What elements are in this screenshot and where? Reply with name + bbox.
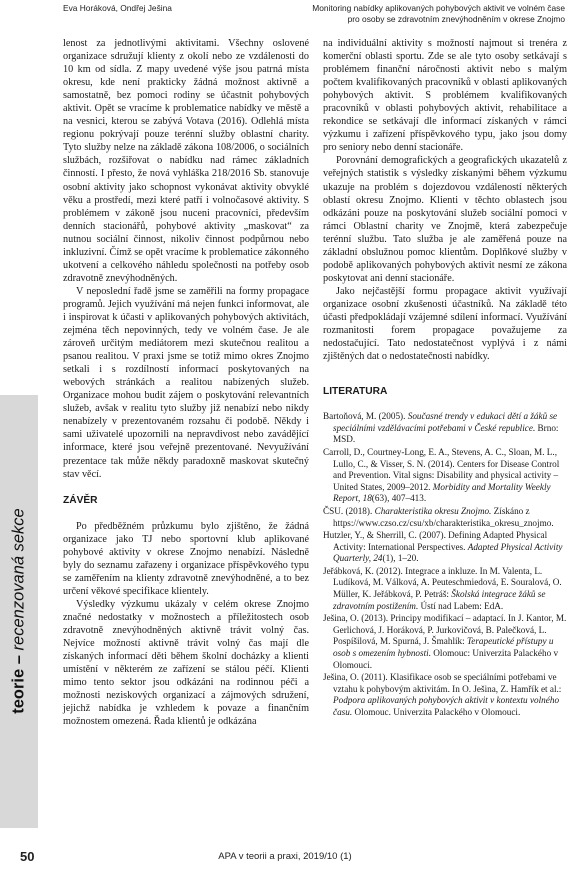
reference-text: Bartoňová, M. (2005). [323,411,408,422]
reference-text: ČSU. (2018). [323,505,375,516]
left-paragraph-3: Po předběžném průzkumu bylo zjištěno, že žádná organizace jako TJ nebo sportovní klub aplikované pohybové aktivity v okrese Znojmo nenabízí. Následně byly do seznamu zařazeny i organizace příspěvkového typu se zaměřením na klienty zdravotně znevýhodněné, a to bez určení věkové specifikace klientely. [63,520,309,597]
right-paragraph-3: Jako nejčastější formu propagace aktivit využívají organizace osobní zkušenosti účastníků. Na základě této účasti předpokládají vzájemné sdílení informací. Využívání rozmanitosti forem propagace považujeme za nedostačující. Tato nedostatečnost vyplývá i z námi zjištěných dat o nedostatečnosti nabídky. [323,285,567,363]
reference-text: Získáno z https://www.czso.cz/csu/xb/charakteristika_okresu_znojmo. [333,505,554,528]
section-sidebar-label [10,508,29,713]
left-paragraph-1: lenost za jednotlivými aktivitami. Všechny oslovené organizace sdružují klienty z okolí nebo ze vzdálenosti do 10 km od sídla. Z mapy uvedené výše jsou patrná místa okresu, kde není prakticky žádná možnost aktivně a samostatně, bez pomoci rodiny se účastnit pohybových aktivit. Opět se vracíme k problematice nabídky ve městě a na vesnici, kterou se zabývá Votava (2016). Odlehlá místa regionu pokrývají pouze terénní služby oblastní charity. Tyto služby nelze na základě zákona 108/2006, o sociálních službách, rozšiřovat o nabídku nad rámec základních činností. I přesto, že nová vyhláška 218/2016 Sb. stanovuje osobní aktivity jako schopnost vykonávat aktivity obvyklé věku a prostředí, mezi které patří i volnočasové aktivity. S problémem v zákoně jsou nuceni pracovníci, především denních stacionářů, pohybové aktivity „maskovat“ za nutnou sociální činnost, nikoliv činnost podpůrnou nebo inkluzivní. Čímž se opět vracíme k problematice zákonného ukotvení a celkového náhledu společnosti na potřeby osob zdravotně znevýhodněných. [63,38,309,284]
reference-title: Adapted Physical Activity Quarterly, 24 [333,541,563,564]
reference-text: (63), 407–413. [371,493,427,504]
sidebar-word-teorie: teorie [9,668,28,714]
reference-text: Carroll, D., Courtney-Long, E. A., Stevens, A. C., Sloan, M. L., Lullo, C., & Visser, S. N. (2014). Centers for Disease Control and Prevention. Vital signs: Disability and physical activity – United States, 2009–2012. [323,446,560,492]
reference-text: Ješina, O. (2011). Klasifikace osob se speciálními potřebami ve vztahu k pohybovým aktivitám. In O. Ješina, Z. Hamřík et al.: [323,672,562,694]
running-header-title-line1: Monitoring nabídky aplikovaných pohybových aktivit ve volném čase [312,3,565,13]
reference-list [323,411,567,718]
running-header-authors: Eva Horáková, Ondřej Ješina [63,3,172,13]
heading-zaver: ZÁVĚR [63,494,98,506]
heading-literatura: LITERATURA [323,386,388,398]
reference-item [323,530,567,565]
reference-title: Terapeutické přístupy u osob s omezením hybnosti. [333,636,554,659]
reference-item [323,411,567,446]
running-header-title [312,3,565,24]
page-number: 50 [20,849,35,864]
reference-item [323,506,567,529]
left-paragraph-2: V neposlední řadě jsme se zaměřili na formy propagace programů. Jejich využívání má nejen funkci informovat, ale i inspirovat k účasti v aplikovaných pohybových aktivitách, zejména těch nepovinných, tedy ve volném čase. Je ale zároveň určitým mediátorem mezi skutečnou realitou a psanou realitou. V praxi jsme se totiž mimo okres Znojmo setkali i s rozdílností informací poskytovaných na webových stránkách a realitou nabízených služeb. Organizace mohou budit zájem o poskytování relevantních služeb, avšak v realitu tyto služby již nenabízí nebo nikdy nenabízely v prezentovaném rozsahu či podobě. Někdy i sami uživatelé upozornili na nepravdivost nebo zavádějící informace, které jsou veřejně prezentované. Nevyužívání prezentace tak může někdy paradoxně maskovat skutečný stav věcí. [63,285,309,480]
sidebar-dash: – [9,650,28,669]
right-column [323,37,567,720]
reference-text: Ješina, O. (2013). Principy modifikací – adaptací. In J. Kantor, M. Gerlichová, J. Horáková, P. Jurkovičová, B. Palečková, L. Pospíšilová, M. Spurná, J. Šmahlík: [323,613,567,647]
reference-item [323,613,567,671]
reference-text: Olomouc. Univerzita Palackého v Olomouci. [352,707,521,718]
reference-item [323,672,567,718]
reference-title: Charakteristika okresu Znojmo. [374,505,492,516]
reference-item [323,447,567,505]
reference-text: Brno: MSD. [333,422,559,445]
sidebar-word-recenzovana: recenzovaná sekce [9,508,28,651]
reference-item [323,566,567,612]
reference-text: Jeřábková, K. (2012). Integrace a inkluze. In M. Valenta, L. Ludíková, M. Válková, A. Peuteschmiedová, E. Souralová, O. Müller, K. Jeřábková, P. Petráš: [323,565,562,600]
reference-title: Podpora aplikovaných pohybových aktivit v kontextu volného času. [333,695,560,718]
reference-title: Školská integrace žáků se zdravotním postižením. [333,589,546,611]
running-header-title-line2: pro osoby se zdravotním znevýhodněním v okrese Znojmo [347,13,565,24]
left-paragraph-4: Výsledky výzkumu ukázaly v celém okrese Znojmo značné nedostatky v možnostech a příležitostech osob zdravotně znevýhodněných aktivně trávit volný čas. Nejvíce možností aktivně trávit volný čas mají dle získaných informací děti během školní docházky a klienti umístění v některém ze zařízení se stálou péčí. Klienti mimo tento sektor jsou odkázáni na rodinnou péči a možnosti neziskových organizací a zájmových sdružení, jejichž nabídka je vzhledem k povaze a finančním možnostem omezená. Řada klientů je odkázána [63,598,309,728]
right-paragraph-2: Porovnání demografických a geografických ukazatelů z veřejných statistik s výsledky získanými během výzkumu ukazuje na problém s dojezdovou vzdáleností některých oblastí okresu Znojmo. Klienti v těchto oblastech jsou odkázáni pouze na poskytování služeb sociální pomoci v rámci Oblastní charity ve Znojmě, která zabezpečuje terénní službu. Tato služba je ale zaměřená pouze na základní obslužnou pomoc klientům. Doplňkové služby v podobě aplikovaných pohybových aktivit nesmí ze zákona poskytovat ani denní stacionáře. [323,155,567,284]
reference-text: Hutzler, Y., & Sherrill, C. (2007). Defining Adapted Physical Activity: International Perspectives. [323,530,548,552]
reference-text: Ústí nad Labem: EdA. [418,600,504,611]
reference-title: Morbidity and Mortality Weekly Report, 18 [333,481,551,504]
reference-text: (1), 1–20. [382,553,419,564]
right-paragraph-1: na individuální aktivity s možností najmout si trenéra z komerční oblasti sportu. Zde se ale tyto osoby setkávají s problémem finanční náročnosti aktivit nebo s malým počtem kvalifikovaných pracovníků v oblasti aplikovaných pohybových aktivit. S problémem kvalifikovaných pracovníků v oblasti pohybových aktivit, rehabilitace a rekondice se setkávají dle informací získaných v rámci výzkumu i zařízení příspěvkového typu, jako jsou domy pro seniory nebo denní stacionáře. [323,38,567,154]
reference-title: Současné trendy v edukaci dětí a žáků se speciálními vzdělávacími potřebami v České republice. [333,411,558,433]
journal-footer: APA v teorii a praxi, 2019/10 (1) [218,851,352,862]
reference-text: Olomouc: Univerzita Palackého v Olomouci. [333,648,559,670]
left-column [63,37,309,728]
